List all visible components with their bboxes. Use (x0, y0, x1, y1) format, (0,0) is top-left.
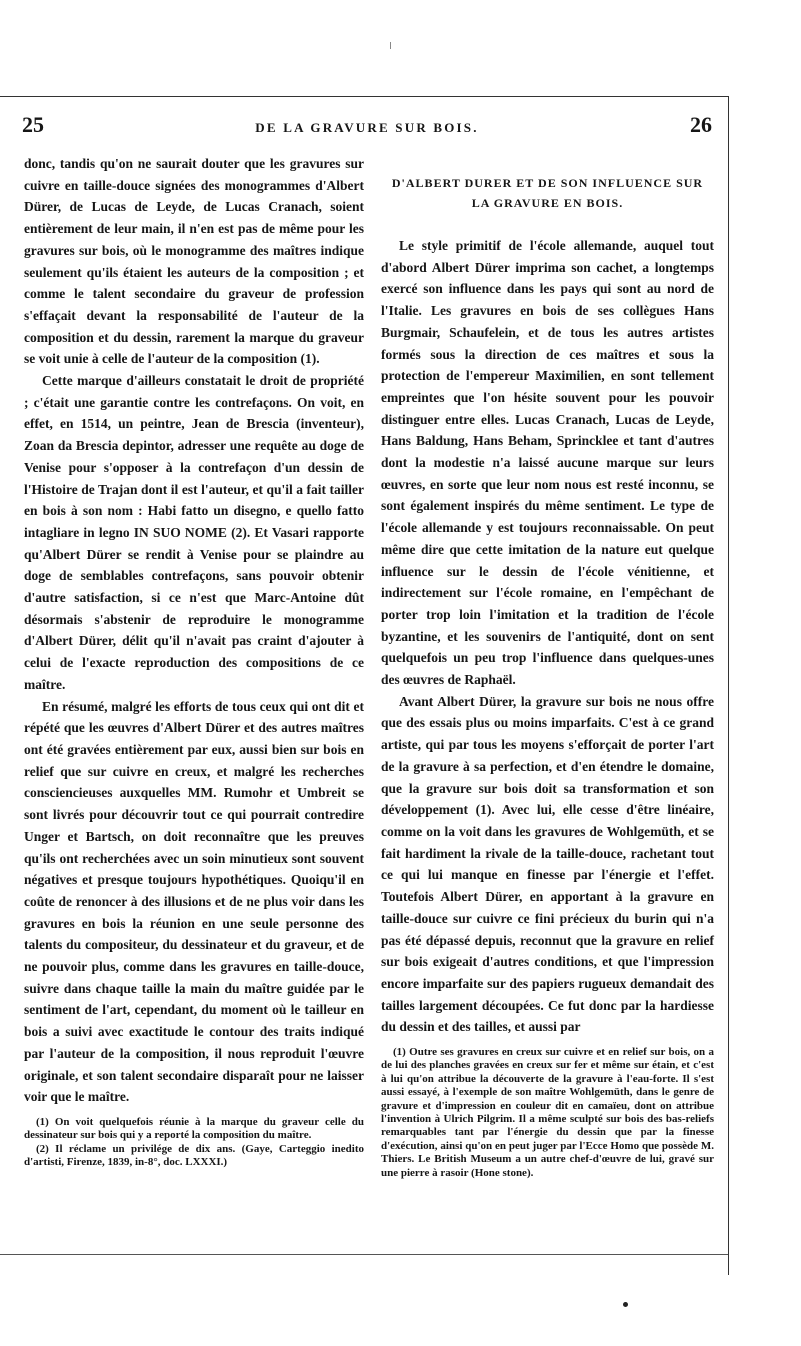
section-heading-line: D'ALBERT DURER ET DE SON INFLUENCE SUR (391, 176, 704, 190)
footnotes-right (381, 1046, 714, 1180)
section-heading-line: LA GRAVURE EN BOIS. (471, 196, 624, 210)
running-header (22, 112, 712, 138)
footnote: (2) Il réclame un privilége de dix ans. (Gaye, Carteggio inedito d'artisti, Firenze, 1839, in-8°, doc. LXXXI.) (24, 1142, 364, 1169)
page-number-right: 26 (690, 112, 712, 137)
running-title: DE LA GRAVURE SUR BOIS. (255, 120, 479, 135)
scan-mark (390, 42, 391, 49)
bottom-rule (0, 1254, 728, 1255)
paragraph: donc, tandis qu'on ne saurait douter que les gravures sur cuivre en taille-douce signées des monogrammes d'Albert Dürer, de Lucas de Leyde, de Lucas Cranach, soient entièrement de leur main, il n'en est pas de même pour les gravures sur bois, où le monogramme des maîtres indique seulement qu'ils étaient les auteurs de la composition ; et comme le talent secondaire du graveur de profession s'effaçait devant la responsabilité de l'auteur de la composition et du dessin, rarement la marque du graveur se voit unie à celle de l'auteur de la composition (1). (24, 156, 364, 367)
page-number-left: 25 (22, 112, 44, 137)
footnote: (1) On voit quelquefois réunie à la marque du graveur celle du dessinateur sur bois qui y a reporté la composition du maître. (24, 1115, 364, 1142)
paragraph: Cette marque d'ailleurs constatait le droit de propriété ; c'était une garantie contre les contrefaçons. On voit, en effet, en 1514, un peintre, Jean de Brescia (inventeur), Zoan da Brescia depintor, adresser une requête au doge de Venise pour s'opposer à la contrefaçon d'un dessin de l'Histoire de Trajan dont il est l'auteur, et qu'il a fait tailler en bois à son nom : Habi fatto un disegno, e quello fatto intagliare in legno IN SUO NOME (2). Et Vasari rapporte qu'Albert Dürer se rendit à Venise pour se plaindre au doge de semblables contrefaçons, sans pouvoir obtenir d'autre satisfaction, si ce n'est que Marc-Antoine dût désormais s'abstenir de reproduire le monogramme d'Albert Dürer, délit qu'il n'avait pas craint d'ajouter à celui de l'exacte reproduction des compositions de ce maître. (24, 373, 364, 692)
right-column (381, 153, 714, 1180)
ink-dot (623, 1302, 628, 1307)
paragraph: En résumé, malgré les efforts de tous ceux qui ont dit et répété que les œuvres d'Albert Dürer et des autres maîtres ont été gravées entièrement par eux, aussi bien sur bois en relief que sur cuivre en creux, et malgré les recherches consciencieuses auxquelles MM. Rumohr et Umbreit se sont livrés pour découvrir tout ce qui pourrait contredire Unger et Bartsch, on doit reconnaître que les preuves qu'ils ont recherchées avec un soin minutieux sont souvent négatives et presque toujours hypothétiques. Quoiqu'il en coûte de renoncer à des illusions et de ne plus voir dans les gravures en bois la réunion en une seule personne des talents du compositeur, du dessinateur et du graveur, et de ne pouvoir plus, comme dans les gravures en taille-douce, suivre dans chaque taille la main du maître guidée par le sentiment de l'art, cependant, du moment où le tailleur en bois a suivi avec exactitude le contour des traits indiqué par l'auteur de la composition, il nous reproduit l'œuvre originale, et son talent secondaire disparaît pour ne laisser voir que le maître. (24, 698, 364, 1105)
paragraph: Avant Albert Dürer, la gravure sur bois ne nous offre que des essais plus ou moins imparfaits. C'est à ce grand artiste, qui par tous les moyens s'efforçait de porter l'art de la gravure à sa perfection, et d'en étendre le domaine, que la gravure sur bois doit sa transformation et son développement (1). Avec lui, elle cesse d'être linéaire, comme on la voit dans les gravures de Wohlgemüth, et se fait hardiment la rivale de la taille-douce, rachetant tout ce qui lui manque en finesse par l'énergie et l'effet. Toutefois Albert Dürer, en apportant à la gravure en taille-douce sur cuivre ce fini précieux du burin qui n'a pas été dépassé depuis, reconnut que la gravure en relief sur bois exigeait d'autres conditions, et que l'impression encore imparfaite sur des papiers rugueux demandait des tailles largement découpées. Ce fut donc par la hardiesse du dessin et des tailles, et aussi par (381, 693, 714, 1035)
left-column (24, 153, 364, 1170)
paragraph: Le style primitif de l'école allemande, auquel tout d'abord Albert Dürer imprima son cachet, a longtemps exercé son influence dans les pays qui sont au nord de l'Italie. Les gravures en bois de ses collègues Hans Burgmair, Schaufelein, et de tous les autres artistes formés sous la direction de ces maîtres et sous la protection de l'empereur Maximilien, en sont tellement empreintes que l'on hésite souvent pour les pouvoir distinguer entre elles. Lucas Cranach, Lucas de Leyde, Hans Baldung, Hans Beham, Sprincklee et tant d'autres dont la modestie n'a laissé aucune marque sur leurs œuvres, en sorte que leur nom nous est resté inconnu, se sont également inspirés du même sentiment. Le type de l'école allemande y est toujours reconnaissable. On peut même dire que cette imitation de la nature eut quelque influence sur le dessin de l'école vénitienne, et indirectement sur l'école romaine, en l'empêchant de porter trop loin l'imitation et la tradition de l'école byzantine, et les souvenirs de l'antiquité, dont on sent quelquefois un peu trop l'influence dans quelques-unes des œuvres de Raphaël. (381, 238, 714, 688)
footnote: (1) Outre ses gravures en creux sur cuivre et en relief sur bois, on a de lui des planches gravées en creux sur fer et même sur étain, et c'est à lui qu'on attribue la découverte de la gravure à l'eau-forte. Il s'est aussi essayé, à l'exemple de son maître Wohlgemüth, dans le genre de gravure et d'impression en couleur dit en camaïeu, dont on attribue l'invention à Ulrich Pilgrim. Il a même sculpté sur bois des bas-reliefs remarquables tant par l'énergie du dessin que par la finesse d'exécution, ainsi qu'on en peut juger par l'Ecce Homo que possède M. Thiers. Le British Museum a un autre chef-d'œuvre de lui, gravé sur une pierre à rasoir (Hone stone). (381, 1046, 714, 1179)
section-heading (381, 173, 714, 213)
footnotes-left (24, 1116, 364, 1170)
